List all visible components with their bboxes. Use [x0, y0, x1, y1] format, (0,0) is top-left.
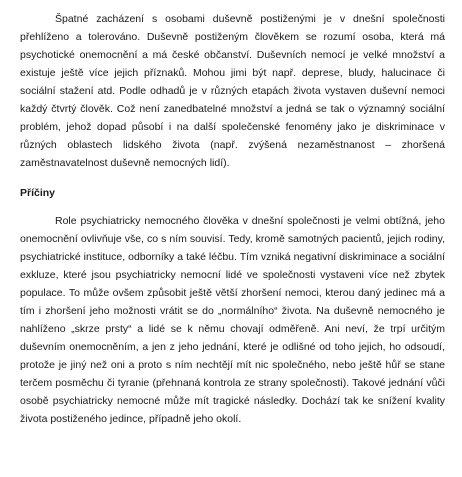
section-heading-causes: Příčiny	[20, 187, 56, 199]
document-page	[20, 10, 445, 428]
paragraph-intro: Špatné zacházení s osobami duševně postiženými je v dnešní společnosti přehlíženo a tolerováno. Duševně postiženým člověkem se rozumí osoba, která má psychotické onemocnění a má české občanství. Duševních nemocí je velké množství a existuje ještě více jejich příznaků. Mohou jimi být např. deprese, bludy, halucinace či sociální stažení atd. Podle odhadů je v různých etapách života vystaven duševní nemoci každý čtvrtý člověk. Což není zanedbatelné množství a jedná se tak o významný sociální problém, jehož dopad působí i na další společenské fenomény jako je diskriminace v různých oblastech lidského života (např. zvýšená nezaměstnanost – zhoršená zaměstnavatelnost duševně nemocných lidí).	[20, 13, 445, 169]
paragraph-causes: Role psychiatricky nemocného člověka v dnešní společnosti je velmi obtížná, jeho onemocnění ovlivňuje vše, co s ním souvisí. Tedy, kromě samotných pacientů, jejich rodiny, psychiatrické instituce, odborníky a také léčbu. Tím vzniká negativní diskriminace a sociální exkluze, které jsou psychiatricky nemocní lidé ve společnosti vystaveni více než zbytek populace. To může ovšem způsobit ještě větší zhoršení nemoci, kterou daný jedinec má a tím i zhoršení jeho možnosti vrátit se do „normálního“ života. Na duševně nemocného je nahlíženo „skrze prsty“ a lidé se k němu chovají odměřeně. Ani neví, že trpí určitým duševním onemocněním, a jen z jeho jednání, které je odlišné od toho jejich, ho odsoudí, protože je jiný než oni a proto s ním nechtějí mít nic společného, nebo ještě hůř se stane terčem posměchu či tyranie (přehnaná kontrola ze strany společnosti). Takové jednání vůči osobě psychiatricky nemocné může mít tragické následky. Dochází tak ke snížení kvality života postiženého jedince, případně jeho okolí.	[20, 215, 445, 425]
